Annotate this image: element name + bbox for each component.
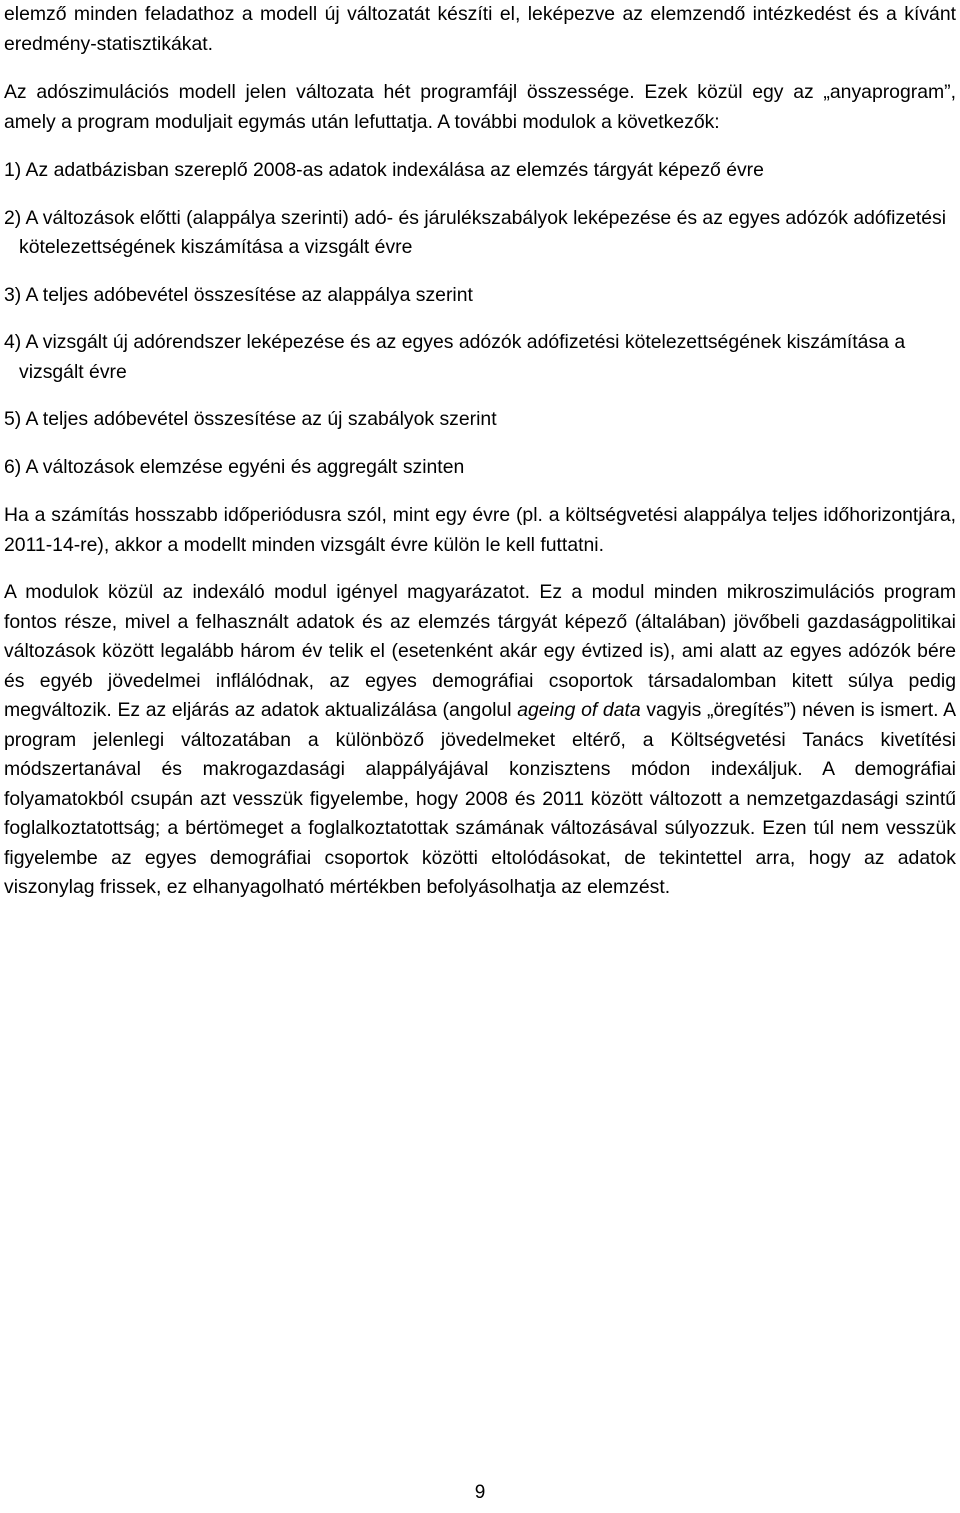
list-item: 5) A teljes adóbevétel összesítése az új szabályok szerint — [4, 408, 497, 430]
list-item: 3) A teljes adóbevétel összesítése az alappálya szerint — [4, 283, 473, 306]
indexing-text-part2: vagyis „öregítés”) néven is ismert. A program jelenlegi változatában a különböző jövedelmeket eltérő, a Költségvetési Tanács kivetítési módszertanával és makrogazdasági alappályájával konzisztens módon indexáljuk. A demográfiai folyamatokból csupán azt vesszük figyelembe, hogy 2008 és 2011 között változott a nemzetgazdasági szintű foglalkoztatottság; a bértömeget a foglalkoztatottak számának változásával súlyozzuk. Ezen túl nem vesszük figyelembe az egyes demográfiai csoportok közötti eltolódásokat, de tekintettel arra, hogy az adatok viszonylag frissek, ez elhanyagolható mértékben befolyásolhatja az elemzést. — [4, 699, 957, 898]
multi-year-paragraph: Ha a számítás hosszabb időperiódusra szól, mint egy évre (pl. a költségvetési alappálya teljes időhorizontjára, 2011-14-re), akkor a modellt minden vizsgált évre külön le kell futtatni. — [4, 504, 956, 556]
list-item: 1) Az adatbázisban szereplő 2008-as adatok indexálása az elemzés tárgyát képező évre — [4, 159, 764, 181]
list-item: 2) A változások előtti (alappálya szerinti) adó- és járulékszabályok leképezése és az egyes adózók adófizetési kötelezettségének kiszámítása a vizsgált évre — [4, 206, 947, 258]
document-page — [4, 0, 956, 903]
intro-continuation-paragraph: elemző minden feladathoz a modell új változatát készíti el, leképezve az elemzendő intézkedést és a kívánt eredmény-statisztikákat. — [4, 3, 956, 55]
indexing-paragraph — [4, 578, 956, 903]
indexing-text-part1: A modulok közül az indexáló modul igényel magyarázatot. Ez a modul minden mikroszimulációs program fontos része, mivel a felhasznált adatok és az elemzés tárgyát képező (általában) jövőbeli gazdaságpolitikai változások között legalább három év telik el (esetenként akár egy évtized is), ami alatt az egyes adózók bére és egyéb jövedelmei inflálódnak, az egyes demográfiai csoportok társadalomban kitett súlya pedig megváltozik. Ez az eljárás az adatok aktualizálása (angolul — [4, 581, 956, 721]
module-list — [4, 156, 956, 482]
list-item: 6) A változások elemzése egyéni és aggregált szinten — [4, 455, 465, 478]
list-item: 4) A vizsgált új adórendszer leképezése és az egyes adózók adófizetési kötelezettségének kiszámítása a vizsgált évre — [4, 331, 906, 383]
page-number: 9 — [474, 1482, 486, 1503]
italic-term: ageing of data — [517, 699, 641, 721]
models-paragraph: Az adószimulációs modell jelen változata hét programfájl összessége. Ezek közül egy az „anyaprogram”, amely a program moduljait egymás után lefuttatja. A további modulok a következők: — [4, 81, 956, 133]
